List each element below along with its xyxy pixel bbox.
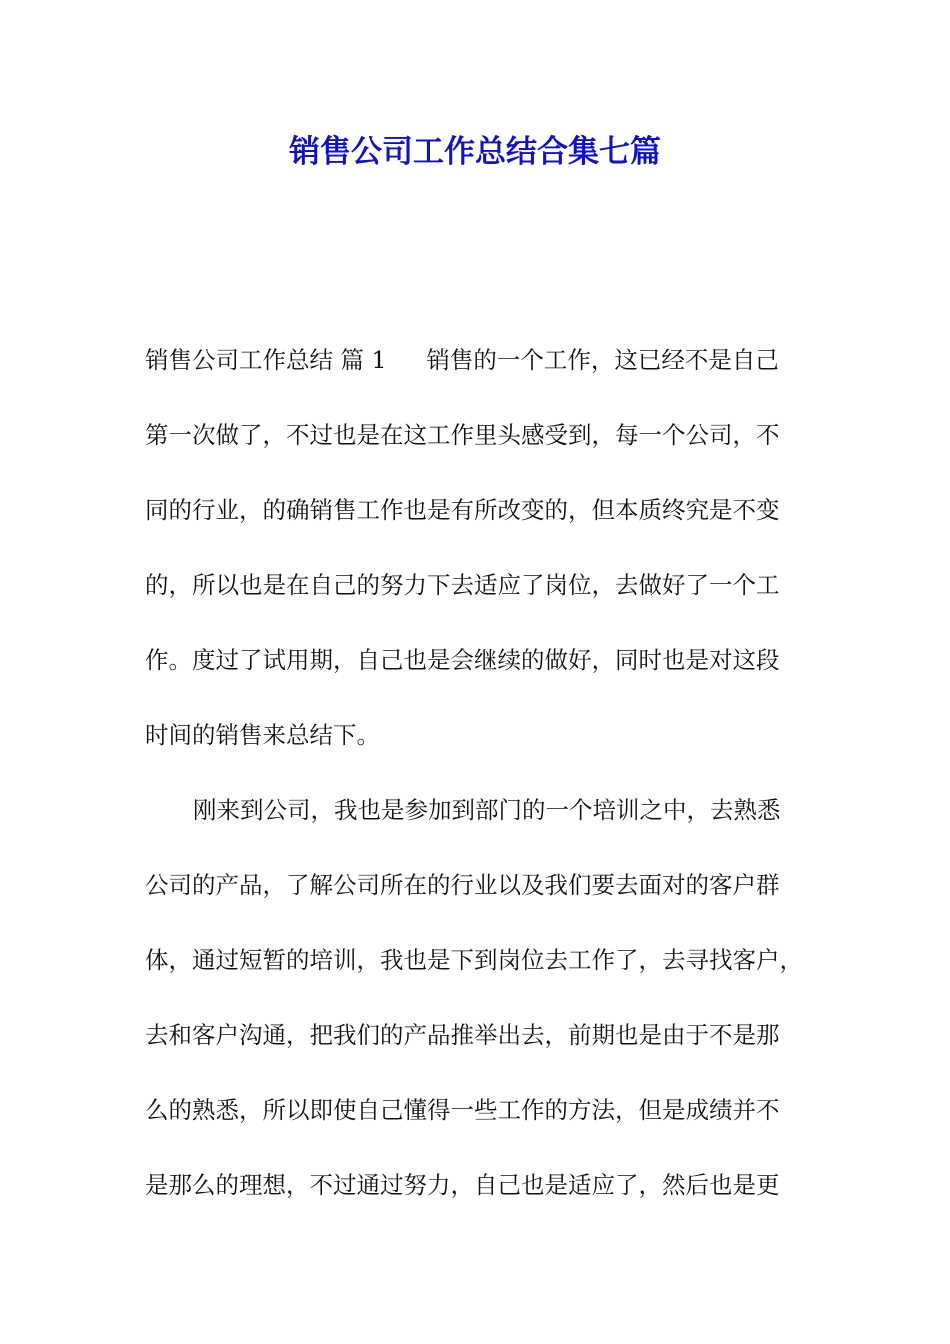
document-title: 销售公司工作总结合集七篇 (289, 134, 661, 170)
paragraph-2-line-3: 体，通过短暂的培训，我也是下到岗位去工作了，去寻找客户， (145, 946, 803, 974)
section-first-line-text: 销售的一个工作，这已经不是自己 (426, 346, 779, 374)
section-heading: 销售公司工作总结 篇 1 (145, 346, 387, 374)
paragraph-line-3: 同的行业，的确销售工作也是有所改变的，但本质终究是不变 (145, 496, 780, 524)
paragraph-2-line-1: 刚来到公司，我也是参加到部门的一个培训之中，去熟悉 (193, 796, 781, 824)
paragraph-2-line-5: 么的熟悉，所以即使自己懂得一些工作的方法，但是成绩并不 (145, 1096, 780, 1124)
paragraph-line-1 (145, 343, 779, 377)
paragraph-2-line-2: 公司的产品，了解公司所在的行业以及我们要去面对的客户群 (145, 871, 780, 899)
paragraph-line-5: 作。度过了试用期，自己也是会继续的做好，同时也是对这段 (145, 646, 780, 674)
paragraph-line-4: 的，所以也是在自己的努力下去适应了岗位，去做好了一个工 (145, 571, 780, 599)
paragraph-line-6: 时间的销售来总结下。 (145, 721, 380, 749)
paragraph-2-line-6: 是那么的理想，不过通过努力，自己也是适应了，然后也是更 (145, 1171, 780, 1199)
paragraph-2-line-4: 去和客户沟通，把我们的产品推举出去，前期也是由于不是那 (145, 1021, 780, 1049)
paragraph-line-2: 第一次做了，不过也是在这工作里头感受到，每一个公司，不 (145, 421, 780, 449)
